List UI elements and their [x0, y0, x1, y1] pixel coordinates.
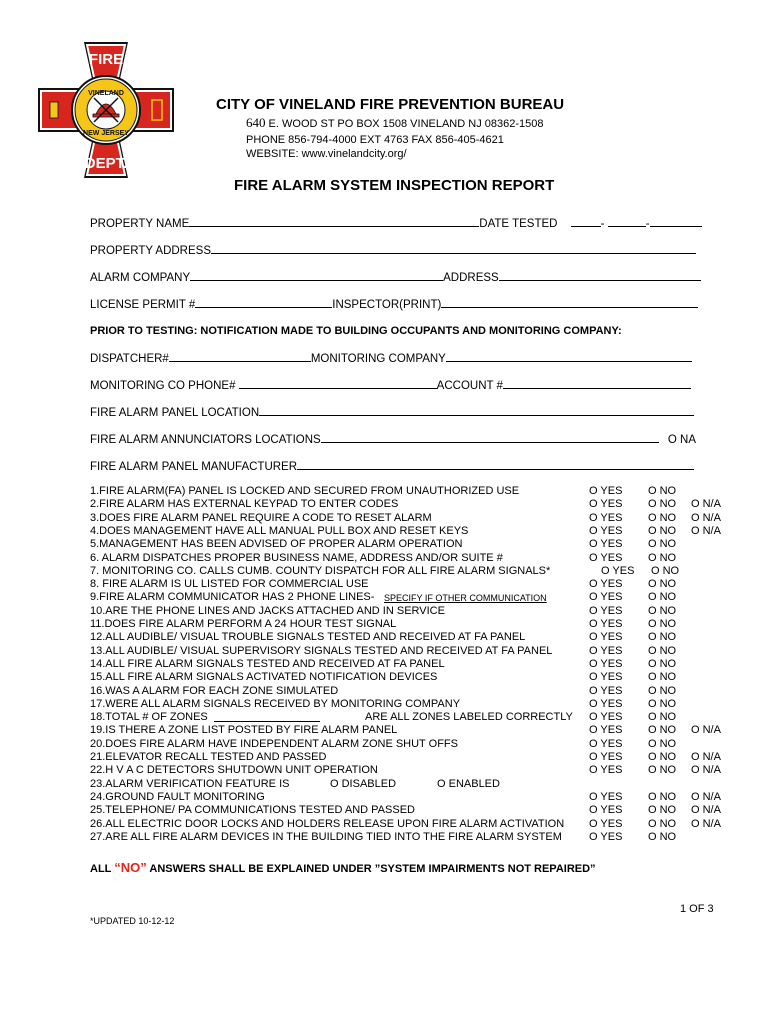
option-no[interactable]: O NO	[648, 591, 677, 604]
question-text: 3.DOES FIRE ALARM PANEL REQUIRE A CODE TO RESET ALARM	[90, 511, 432, 524]
option-no[interactable]: O NO	[648, 511, 677, 524]
option-yes[interactable]: O YES	[589, 764, 623, 777]
option-no[interactable]: O NO	[648, 498, 677, 511]
question-text: 16.WAS A ALARM FOR EACH ZONE SIMULATED	[90, 684, 339, 697]
question-text: 4.DOES MANAGEMENT HAVE ALL MANUAL PULL BOX AND RESET KEYS	[90, 524, 469, 537]
question-text: 20.DOES FIRE ALARM HAVE INDEPENDENT ALARM ZONE SHUT OFFS	[90, 737, 458, 750]
option-yes[interactable]: O YES	[589, 697, 623, 710]
hydrant-icon	[50, 102, 58, 118]
fire-dept-logo	[36, 40, 176, 180]
annunciators-na-option[interactable]: O NA	[667, 434, 697, 446]
option-no[interactable]: O NO	[648, 764, 677, 777]
panel-location-field[interactable]	[259, 405, 694, 416]
option-na[interactable]: O N/A	[691, 790, 721, 803]
monitoring-company-field[interactable]	[446, 351, 692, 362]
option-no[interactable]: O NO	[648, 631, 677, 644]
option-no[interactable]: O NO	[648, 697, 677, 710]
option-na[interactable]: O N/A	[691, 724, 721, 737]
option-yes[interactable]: O YES	[589, 551, 623, 564]
option-no[interactable]: O NO	[648, 657, 677, 670]
question-text: 19.IS THERE A ZONE LIST POSTED BY FIRE ALARM PANEL	[90, 724, 398, 737]
option-yes[interactable]: O YES	[589, 511, 623, 524]
logo-band-bottom-text: NEW JERSEY	[83, 130, 129, 137]
question-text: 11.DOES FIRE ALARM PERFORM A 24 HOUR TEST SIGNAL	[90, 618, 397, 630]
question-text: 26.ALL ELECTRIC DOOR LOCKS AND HOLDERS RELEASE UPON FIRE ALARM ACTIVATION	[90, 817, 565, 830]
question-text: 13.ALL AUDIBLE/ VISUAL SUPERVISORY SIGNALS TESTED AND RECEIVED AT FA PANEL	[90, 644, 553, 657]
bureau-website: WEBSITE: www.vinelandcity.org/	[246, 148, 407, 160]
property-name-field[interactable]	[189, 216, 479, 227]
panel-manufacturer-field[interactable]	[297, 459, 694, 470]
question-text: 12.ALL AUDIBLE/ VISUAL TROUBLE SIGNALS TESTED AND RECEIVED AT FA PANEL	[90, 631, 526, 644]
page-number: 1 OF 3	[680, 903, 714, 915]
question-text: 7. MONITORING CO. CALLS CUMB. COUNTY DISPATCH FOR ALL FIRE ALARM SIGNALS*	[90, 564, 551, 577]
option-no[interactable]: O NO	[648, 644, 677, 657]
account-label: ACCOUNT #	[436, 380, 503, 392]
option-no[interactable]: O NO	[648, 817, 677, 830]
option-na[interactable]: O N/A	[691, 764, 721, 777]
option-yes[interactable]: O YES	[589, 604, 623, 617]
address-rest: E. WOOD ST PO BOX 1508 VINELAND NJ 08362-1508	[265, 118, 544, 130]
option-yes[interactable]: O YES	[589, 618, 623, 630]
address-number: 640	[246, 115, 266, 130]
property-address-row	[90, 243, 696, 257]
property-name-label: PROPERTY NAME	[90, 218, 190, 230]
bureau-phone: PHONE 856-794-4000 EXT 4763 FAX 856-405-4621	[246, 134, 504, 146]
option-yes[interactable]: O YES	[589, 724, 623, 737]
option-na[interactable]: O N/A	[691, 804, 721, 817]
account-field[interactable]	[503, 378, 691, 389]
option-na[interactable]: O N/A	[691, 498, 721, 511]
bureau-title: CITY OF VINELAND FIRE PREVENTION BUREAU	[216, 96, 565, 113]
question-text: 14.ALL FIRE ALARM SIGNALS TESTED AND RECEIVED AT FA PANEL	[90, 657, 445, 670]
question-text: 23.ALARM VERIFICATION FEATURE IS	[90, 777, 290, 790]
option-no[interactable]: O NO	[648, 524, 677, 537]
option-no[interactable]: O NO	[648, 724, 677, 737]
option-yes[interactable]: O YES	[589, 790, 623, 803]
monitoring-company-label: MONITORING COMPANY	[310, 353, 446, 365]
report-title: FIRE ALARM SYSTEM INSPECTION REPORT	[234, 177, 555, 194]
prior-testing-note: PRIOR TO TESTING: NOTIFICATION MADE TO BUILDING OCCUPANTS AND MONITORING COMPANY:	[90, 325, 622, 337]
option-no[interactable]: O NO	[648, 671, 677, 684]
zone-count-field[interactable]	[214, 712, 320, 722]
annunciators-field[interactable]	[321, 432, 659, 443]
question-text: 18.TOTAL # OF ZONES	[90, 711, 208, 724]
property-address-label: PROPERTY ADDRESS	[90, 245, 212, 257]
license-permit-label: LICENSE PERMIT #	[90, 299, 196, 311]
option-na[interactable]: O N/A	[691, 511, 721, 524]
option-no[interactable]: O NO	[651, 564, 680, 577]
option-yes[interactable]: O YES	[589, 657, 623, 670]
option-no[interactable]: O NO	[648, 684, 677, 697]
panel-location-label: FIRE ALARM PANEL LOCATION	[90, 407, 260, 419]
date-day-field[interactable]	[608, 216, 646, 227]
inspector-label: INSPECTOR(PRINT)	[332, 299, 442, 311]
option-yes[interactable]: O YES	[589, 751, 623, 763]
license-permit-field[interactable]	[195, 297, 332, 308]
alarm-company-field[interactable]	[190, 270, 443, 281]
question-text: 21.ELEVATOR RECALL TESTED AND PASSED	[90, 751, 327, 763]
option-no[interactable]: O NO	[648, 751, 677, 763]
option-no[interactable]: O NO	[648, 804, 677, 817]
footer-note	[90, 860, 596, 875]
bureau-address	[246, 116, 543, 131]
question-text: 25.TELEPHONE/ PA COMMUNICATIONS TESTED AND PASSED	[90, 804, 415, 817]
monitoring-phone-label: MONITORING CO PHONE#	[90, 380, 236, 392]
option-no[interactable]: O NO	[648, 830, 677, 843]
question-text: 2.FIRE ALARM HAS EXTERNAL KEYPAD TO ENTER CODES	[90, 498, 399, 511]
option-yes[interactable]: O YES	[589, 498, 623, 511]
annunciators-row	[90, 432, 696, 446]
option-na[interactable]: O N/A	[691, 817, 721, 830]
option-yes[interactable]: O YES	[589, 591, 623, 604]
option-yes[interactable]: O YES	[589, 684, 623, 697]
date-month-field[interactable]	[571, 216, 601, 227]
footer-explain: ANSWERS SHALL BE EXPLAINED UNDER ”SYSTEM IMPAIRMENTS NOT REPAIRED”	[149, 863, 596, 875]
panel-manufacturer-row	[90, 459, 694, 473]
option-yes[interactable]: O YES	[589, 578, 623, 591]
updated-date: *UPDATED 10-12-12	[90, 916, 175, 926]
logo-band-top-text: VINELAND	[88, 90, 124, 97]
inspector-field[interactable]	[441, 297, 698, 308]
property-name-row: PROPERTY NAME DATE TESTED - -	[90, 216, 702, 230]
date-tested-label: DATE TESTED	[479, 218, 558, 230]
question-text: 5.MANAGEMENT HAS BEEN ADVISED OF PROPER ALARM OPERATION	[90, 538, 463, 551]
question-text: 10.ARE THE PHONE LINES AND JACKS ATTACHED AND IN SERVICE	[90, 604, 445, 617]
option-enabled[interactable]: O ENABLED	[437, 777, 500, 790]
license-row	[90, 297, 698, 311]
question-note: SPECIFY IF OTHER COMMUNICATION	[384, 593, 547, 604]
question-text: 9.FIRE ALARM COMMUNICATOR HAS 2 PHONE LINES-	[90, 591, 375, 604]
address-field[interactable]	[499, 270, 701, 281]
monitoring-phone-row	[90, 378, 691, 392]
option-yes[interactable]: O YES	[589, 671, 623, 684]
address-label: ADDRESS	[443, 272, 499, 284]
option-no[interactable]: O NO	[648, 790, 677, 803]
option-no[interactable]: O NO	[648, 711, 677, 724]
option-yes[interactable]: O YES	[589, 631, 623, 644]
panel-location-row	[90, 405, 694, 419]
dispatcher-field[interactable]	[169, 351, 311, 362]
alarm-company-row	[90, 270, 701, 284]
question-text: 17.WERE ALL ALARM SIGNALS RECEIVED BY MONITORING COMPANY	[90, 697, 461, 710]
option-no[interactable]: O NO	[648, 737, 677, 750]
question-text: 15.ALL FIRE ALARM SIGNALS ACTIVATED NOTIFICATION DEVICES	[90, 671, 438, 684]
option-yes[interactable]: O YES	[601, 564, 635, 577]
question-text: 6. ALARM DISPATCHES PROPER BUSINESS NAME, ADDRESS AND/OR SUITE #	[90, 551, 503, 564]
logo-top-text: FIRE	[88, 51, 124, 68]
footer-all: ALL	[90, 863, 112, 875]
dispatcher-label: DISPATCHER#	[90, 353, 169, 365]
option-no[interactable]: O NO	[648, 485, 677, 497]
question-text: 24.GROUND FAULT MONITORING	[90, 790, 265, 803]
option-no[interactable]: O NO	[648, 538, 677, 551]
question-text: 8. FIRE ALARM IS UL LISTED FOR COMMERCIAL USE	[90, 578, 369, 591]
panel-manufacturer-label: FIRE ALARM PANEL MANUFACTURER	[90, 461, 298, 473]
logo-bottom-text: DEPT.	[84, 155, 128, 172]
option-yes[interactable]: O YES	[589, 524, 623, 537]
option-no[interactable]: O NO	[648, 578, 677, 591]
option-yes[interactable]: O YES	[589, 711, 623, 724]
option-na[interactable]: O N/A	[691, 524, 721, 537]
option-yes[interactable]: O YES	[589, 817, 623, 830]
question-tail: ARE ALL ZONES LABELED CORRECTLY	[365, 711, 573, 724]
footer-no-word: “NO”	[114, 860, 147, 875]
question-text: 27.ARE ALL FIRE ALARM DEVICES IN THE BUILDING TIED INTO THE FIRE ALARM SYSTEM	[90, 830, 562, 843]
dispatcher-row	[90, 351, 692, 365]
option-no[interactable]: O NO	[648, 604, 677, 617]
annunciators-label: FIRE ALARM ANNUNCIATORS LOCATIONS	[90, 434, 321, 446]
option-yes[interactable]: O YES	[589, 538, 623, 551]
option-yes[interactable]: O YES	[589, 485, 623, 497]
alarm-company-label: ALARM COMPANY	[90, 272, 191, 284]
date-year-field[interactable]	[650, 216, 702, 227]
option-na[interactable]: O N/A	[691, 751, 721, 763]
monitoring-phone-field[interactable]	[239, 378, 437, 389]
option-disabled[interactable]: O DISABLED	[330, 777, 397, 790]
question-text: 22.H V A C DETECTORS SHUTDOWN UNIT OPERATION	[90, 764, 378, 777]
option-no[interactable]: O NO	[648, 618, 677, 630]
question-text: 1.FIRE ALARM(FA) PANEL IS LOCKED AND SECURED FROM UNAUTHORIZED USE	[90, 485, 520, 497]
option-yes[interactable]: O YES	[589, 644, 623, 657]
option-no[interactable]: O NO	[648, 551, 677, 564]
property-address-field[interactable]	[211, 243, 696, 254]
option-yes[interactable]: O YES	[589, 830, 623, 843]
option-yes[interactable]: O YES	[589, 737, 623, 750]
option-yes[interactable]: O YES	[589, 804, 623, 817]
